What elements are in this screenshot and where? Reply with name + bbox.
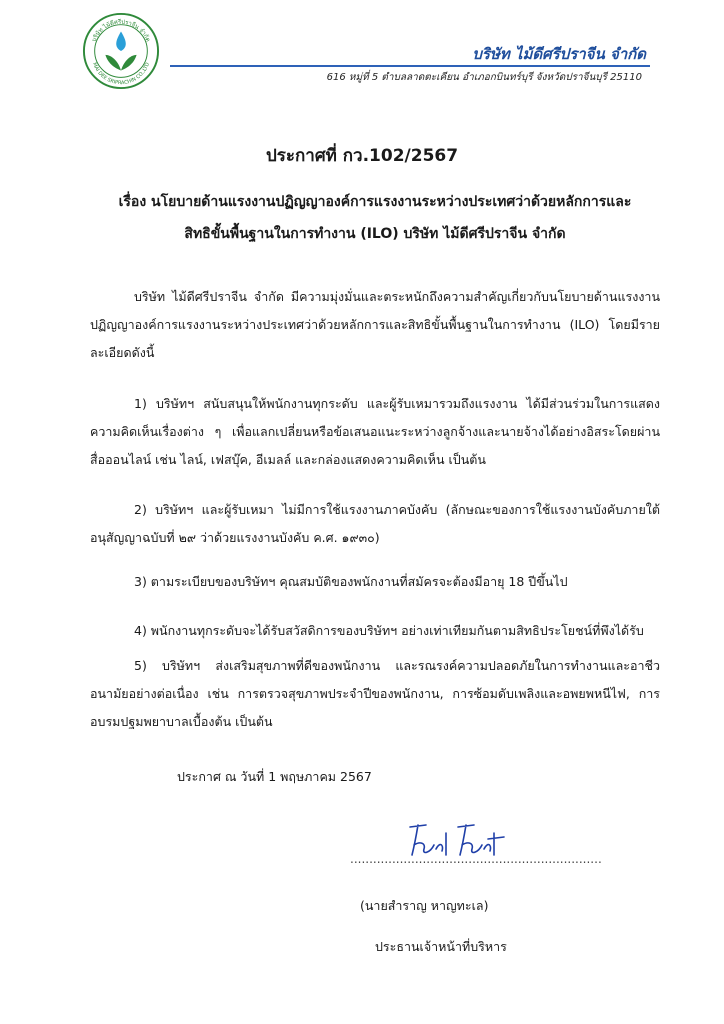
subject-line-2: สิทธิขั้นพื้นฐานในการทำงาน (ILO) บริษัท ไม้ดีศรีปราจีน จำกัด [184,226,566,242]
header-rule [170,65,650,67]
logo-text-top: บริษัท ไม้ดีศรีปราจีน จำกัด [91,19,151,43]
issued-date: ประกาศ ณ วันที่ 1 พฤษภาคม 2567 [177,769,372,784]
signature-line: .................................................................. [350,852,602,866]
announcement-title: ประกาศที่ กว.102/2567 [265,146,459,166]
intro-paragraph: บริษัท ไม้ดีศรีปราจีน จำกัด มีความมุ่งมั่นและตระหนักถึงความสำคัญเกี่ยวกับนโยบายด้านแรงงานปฏิญญาองค์การแรงงานระหว่างประเทศว่าด้วยหลักการและสิทธิขั้นพื้นฐานในการทำงาน (ILO) โดยมีรายละเอียดดังนี้ [90,289,660,360]
policy-item-3: 3) ตามระเบียบของบริษัทฯ คุณสมบัติของพนักงานที่สมัครจะต้องมีอายุ 18 ปีขึ้นไป [134,574,568,589]
subject-line-1: เรื่อง นโยบายด้านแรงงานปฏิญญาองค์การแรงงานระหว่างประเทศว่าด้วยหลักการและ [118,194,632,210]
announcement-subject [90,186,660,250]
company-name: บริษัท ไม้ดีศรีปราจีน จำกัด [472,45,646,63]
company-logo [82,12,160,90]
policy-item-5: 5) บริษัทฯ ส่งเสริมสุขภาพที่ดีของพนักงาน และรณรงค์ความปลอดภัยในการทำงานและอาชีวอนามัยอย่างต่อเนื่อง เช่น การตรวจสุขภาพประจำปีของพนักงาน, การซ้อมดับเพลิงและอพยพหนีไฟ, การอบรมปฐมพยาบาลเบื้องต้น เป็นต้น [90,658,660,729]
policy-item-4: 4) พนักงานทุกระดับจะได้รับสวัสดิการของบริษัทฯ อย่างเท่าเทียมกันตามสิทธิประโยชน์ที่พึงได้รับ [134,623,644,638]
signer-name: (นายสำราญ หาญทะเล) [360,898,489,913]
signer-title: ประธานเจ้าหน้าที่บริหาร [375,939,507,954]
logo-text-bottom: MAI DEE SRIPRACHIN CO.,LTD [91,61,151,87]
company-address: 616 หมู่ที่ 5 ตำบลลาดตะเคียน อำเภอกบินทร์บุรี จังหวัดปราจีนบุรี 25110 [326,72,642,83]
policy-item-2: 2) บริษัทฯ และผู้รับเหมา ไม่มีการใช้แรงงานภาคบังคับ (ลักษณะของการใช้แรงงานบังคับภายใต้อนุสัญญาฉบับที่ ๒๙ ว่าด้วยแรงงานบังคับ ค.ศ. ๑๙๓๐) [90,502,660,545]
policy-item-1: 1) บริษัทฯ สนับสนุนให้พนักงานทุกระดับ และผู้รับเหมารวมถึงแรงงาน ได้มีส่วนร่วมในการแสดงความคิดเห็นเรื่องต่าง ๆ เพื่อแลกเปลี่ยนหรือข้อเสนอแนะระหว่างลูกจ้างและนายจ้างได้อย่างอิสระโดยผ่านสื่อออนไลน์ เช่น ไลน์, เฟสบุ๊ค, อีเมลล์ และกล่องแสดงความคิดเห็น เป็นต้น [90,396,660,467]
